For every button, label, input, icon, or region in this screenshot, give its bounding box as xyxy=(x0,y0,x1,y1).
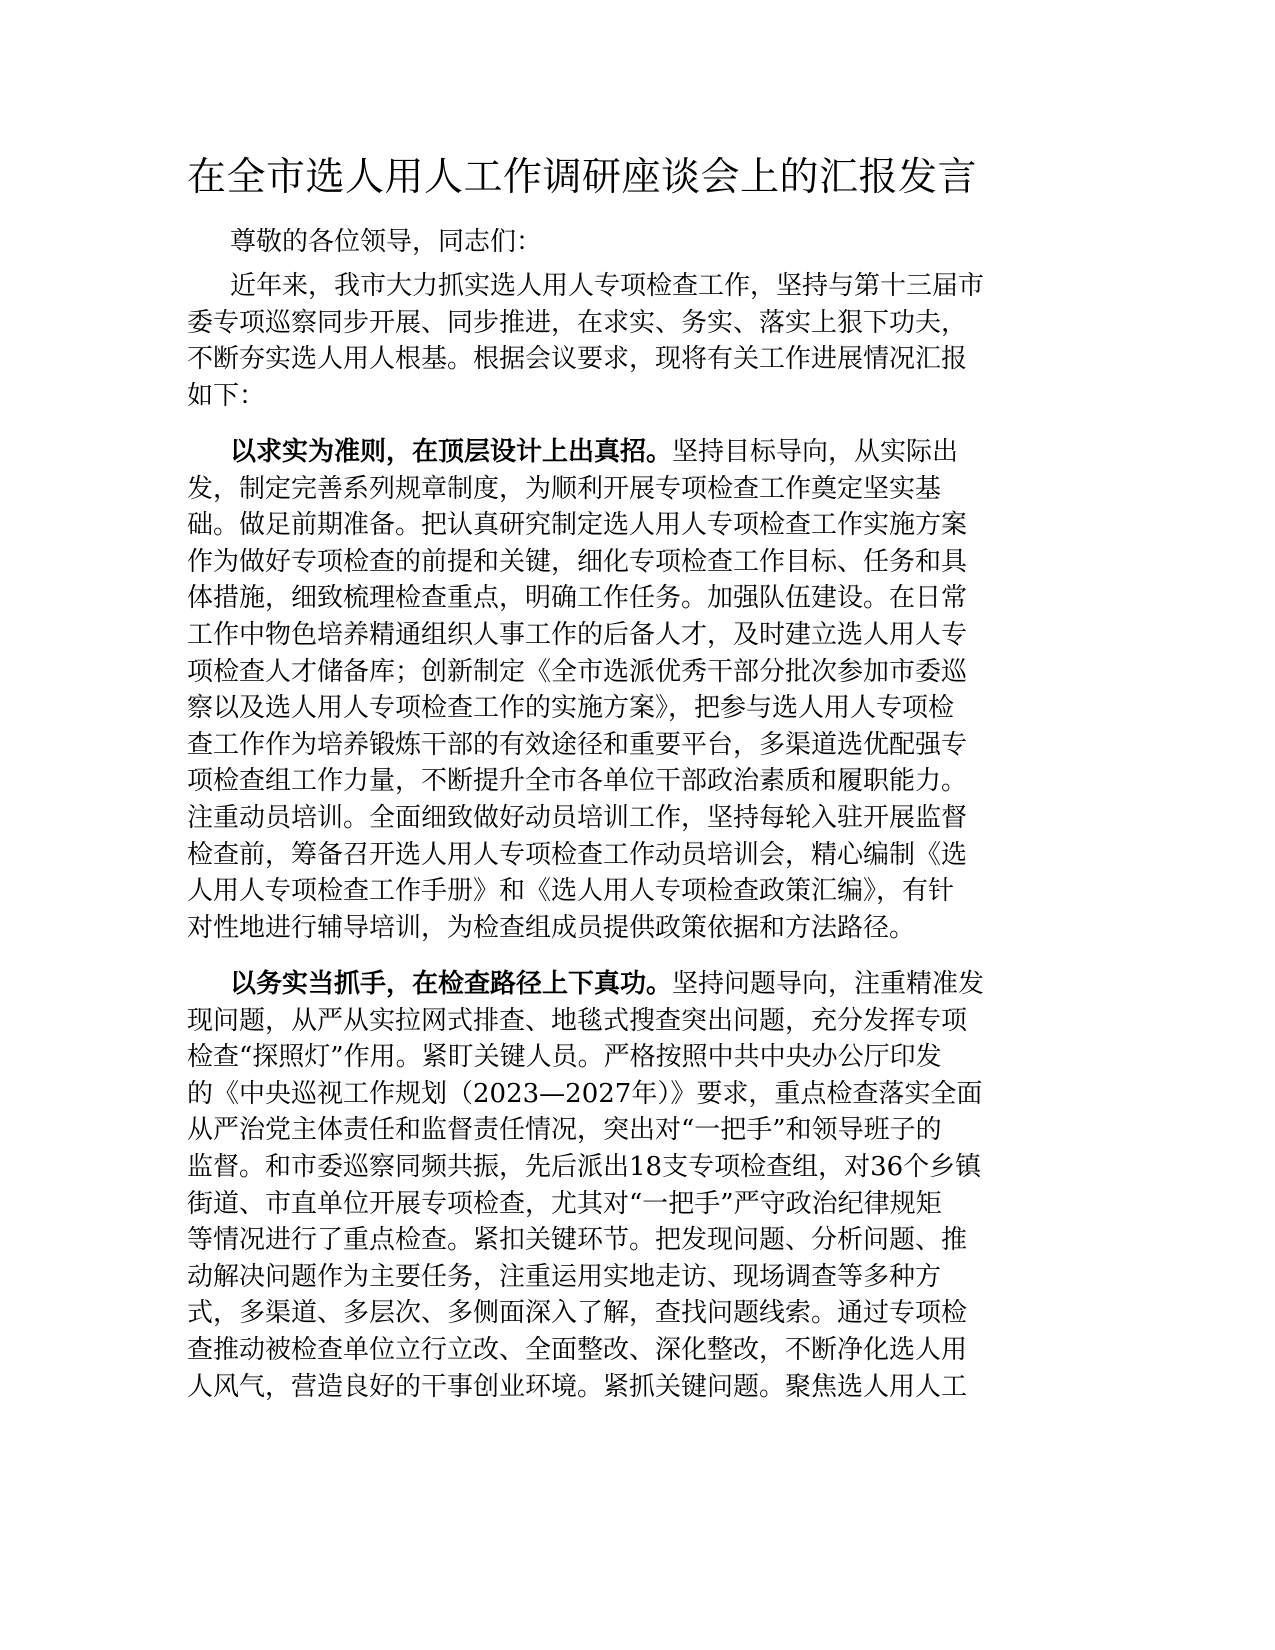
paragraph-line: 注重动员培训。全面细致做好动员培训工作，坚持每轮入驻开展监督 xyxy=(187,802,968,833)
paragraph-line: 近年来，我市大力抓实选人用人专项检查工作，坚持与第十三届市 xyxy=(230,271,985,301)
paragraph-line: 查推动被检查单位立行立改、全面整改、深化整改，不断净化选人用 xyxy=(187,1334,968,1365)
section2-heading: 以务实当抓手，在检查路径上下真功。 xyxy=(230,969,673,999)
paragraph-line: 础。做足前期准备。把认真研究制定选人用人专项检查工作实施方案 xyxy=(187,510,968,541)
paragraph-line: 人风气，营造良好的干事创业环境。紧抓关键问题。聚焦选人用人工 xyxy=(187,1371,968,1402)
paragraph-line: 从严治党主体责任和监督责任情况，突出对“一把手”和领导班子的 xyxy=(187,1115,942,1146)
paragraph-line: 体措施，细致梳理检查重点，明确工作任务。加强队伍建设。在日常 xyxy=(187,583,968,614)
paragraph-line: 动解决问题作为主要任务，注重运用实地走访、现场调查等多种方 xyxy=(187,1261,942,1292)
paragraph-line: 作为做好专项检查的前提和关键，细化专项检查工作目标、任务和具 xyxy=(187,546,968,577)
paragraph-line: 工作中物色培养精通组织人事工作的后备人才，及时建立选人用人专 xyxy=(187,619,968,650)
paragraph-line: 查工作作为培养锻炼干部的有效途径和重要平台，多渠道选优配强专 xyxy=(187,729,968,760)
intro-paragraph xyxy=(187,268,1077,414)
paragraph-line: 如下： xyxy=(187,380,266,411)
paragraph-line: 检查前，筹备召开选人用人专项检查工作动员培训会，精心编制《选 xyxy=(187,839,968,870)
section1-paragraph xyxy=(187,434,1077,946)
paragraph-line: 检查“探照灯”作用。紧盯关键人员。严格按照中共中央办公厅印发 xyxy=(187,1042,942,1073)
section1-first-line-text: 坚持目标导向，从实际出 xyxy=(672,437,959,467)
section2-first-line xyxy=(187,966,1077,1003)
paragraph-line: 项检查人才储备库；创新制定《全市选派优秀干部分批次参加市委巡 xyxy=(187,656,968,687)
paragraph-line: 发，制定完善系列规章制度，为顺利开展专项检查工作奠定坚实基 xyxy=(187,473,942,504)
paragraph-line: 等情况进行了重点检查。紧扣关键环节。把发现问题、分析问题、推 xyxy=(187,1225,968,1256)
paragraph-line: 项检查组工作力量，不断提升全市各单位干部政治素质和履职能力。 xyxy=(187,766,968,797)
paragraph-line: 监督。和市委巡察同频共振，先后派出18支专项检查组，对36个乡镇 xyxy=(187,1151,982,1182)
section2-first-line-text: 坚持问题导向，注重精准发 xyxy=(672,969,985,999)
salutation: 尊敬的各位领导，同志们： xyxy=(230,227,543,257)
paragraph-line: 式，多渠道、多层次、多侧面深入了解，查找问题线索。通过专项检 xyxy=(187,1298,968,1329)
paragraph-line: 人用人专项检查工作手册》和《选人用人专项检查政策汇编》，有针 xyxy=(187,876,955,907)
paragraph-line: 对性地进行辅导培训，为检查组成员提供政策依据和方法路径。 xyxy=(187,912,916,943)
paragraph-line: 不断夯实选人用人根基。根据会议要求，现将有关工作进展情况汇报 xyxy=(187,344,968,375)
section1-heading: 以求实为准则，在顶层设计上出真招。 xyxy=(230,437,673,467)
document-title: 在全市选人用人工作调研座谈会上的汇报发言 xyxy=(187,155,978,200)
paragraph-line: 街道、市直单位开展专项检查，尤其对“一把手”严守政治纪律规矩 xyxy=(187,1188,942,1219)
section1-first-line xyxy=(187,434,1077,471)
paragraph-line: 察以及选人用人专项检查工作的实施方案》，把参与选人用人专项检 xyxy=(187,693,955,724)
paragraph-line: 现问题，从严从实拉网式排查、地毯式搜查突出问题，充分发挥专项 xyxy=(187,1005,968,1036)
paragraph-line: 的《中央巡视工作规划（2023—2027年）》要求，重点检查落实全面 xyxy=(187,1078,983,1109)
paragraph-line: 委专项巡察同步开展、同步推进，在求实、务实、落实上狠下功夫， xyxy=(187,307,968,338)
section2-paragraph xyxy=(187,966,1077,1405)
